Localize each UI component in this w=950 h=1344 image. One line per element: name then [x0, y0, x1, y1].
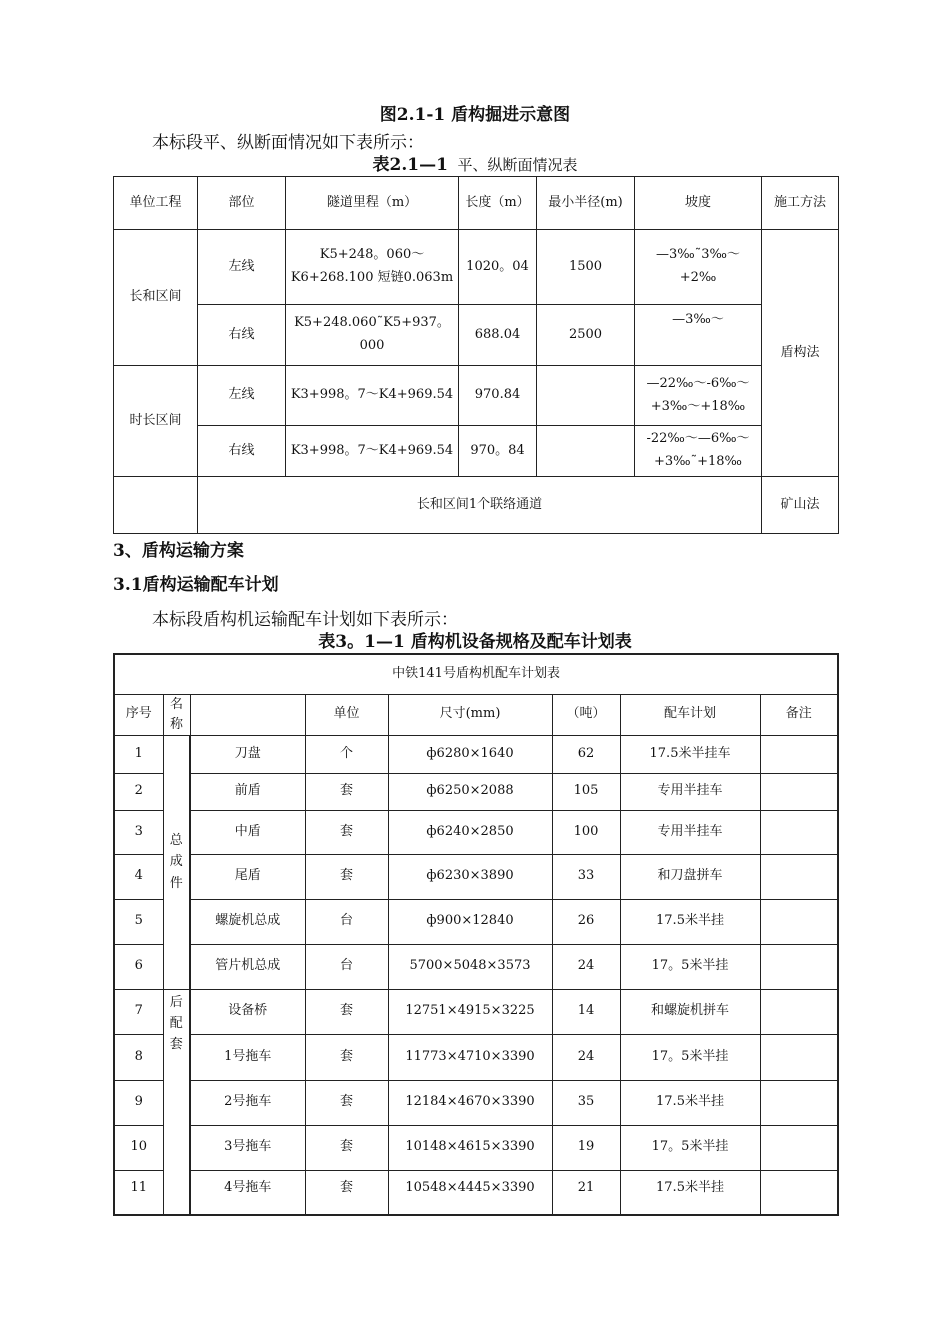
ton-cell: 33 [552, 854, 620, 899]
header-min-radius: 最小半径(m) [537, 177, 635, 230]
table-row [114, 230, 839, 305]
group-cell [163, 735, 190, 989]
note-cell [760, 989, 838, 1034]
unit-cell: 个 [305, 735, 388, 773]
table1-caption-number: 表2.1—1 [372, 155, 448, 175]
unit-cell: 套 [305, 810, 388, 854]
ton-cell: 14 [552, 989, 620, 1034]
table-row [114, 1125, 838, 1170]
section-heading-3: 3、盾构运输方案 [113, 541, 244, 561]
no-cell: 5 [114, 899, 163, 944]
header-method: 施工方法 [762, 177, 839, 230]
note-cell [760, 944, 838, 989]
intro-paragraph-2: 本标段盾构机运输配车计划如下表所示： [152, 610, 458, 630]
item-cell: 管片机总成 [190, 944, 305, 989]
table-title-row [114, 654, 838, 694]
header-length: 长度（m） [459, 177, 537, 230]
method-cell: 盾构法 [762, 230, 839, 477]
plan-cell: 专用半挂车 [620, 810, 760, 854]
slope-cell: —3‰˜3‰～+2‰ [635, 230, 762, 305]
item-cell: 4号拖车 [190, 1170, 305, 1215]
no-cell: 7 [114, 989, 163, 1034]
no-cell: 9 [114, 1080, 163, 1125]
length-cell: 970.84 [459, 366, 537, 426]
size-cell: ф900×12840 [388, 899, 552, 944]
ton-cell: 21 [552, 1170, 620, 1215]
item-cell: 中盾 [190, 810, 305, 854]
no-cell: 6 [114, 944, 163, 989]
ton-cell: 26 [552, 899, 620, 944]
item-cell: 刀盘 [190, 735, 305, 773]
no-cell: 8 [114, 1034, 163, 1080]
unit-cell: 长和区间 [114, 230, 198, 366]
header-note: 备注 [760, 694, 838, 735]
ton-cell: 24 [552, 1034, 620, 1080]
table-row [114, 854, 838, 899]
ton-cell: 62 [552, 735, 620, 773]
plan-cell: 17。5米半挂 [620, 1034, 760, 1080]
table-row [114, 366, 839, 426]
plan-cell: 17.5米半挂车 [620, 735, 760, 773]
table-header-row [114, 177, 839, 230]
plan-cell: 17。5米半挂 [620, 1125, 760, 1170]
item-cell: 2号拖车 [190, 1080, 305, 1125]
unit-cell: 套 [305, 1080, 388, 1125]
slope-cell: —3‰～ [635, 305, 762, 366]
item-cell: 尾盾 [190, 854, 305, 899]
table2-caption: 表3。1—1 盾构机设备规格及配车计划表 [318, 632, 632, 652]
shield-transport-table [113, 653, 839, 1216]
plan-cell: 17。5米半挂 [620, 944, 760, 989]
plan-cell: 17.5米半挂 [620, 899, 760, 944]
unit-cell: 台 [305, 944, 388, 989]
header-name-text: 名称 [169, 696, 183, 732]
plan-cell: 和螺旋机拼车 [620, 989, 760, 1034]
size-cell: ф6230×3890 [388, 854, 552, 899]
size-cell: ф6250×2088 [388, 773, 552, 810]
intro-paragraph-1: 本标段平、纵断面情况如下表所示： [152, 133, 424, 153]
length-cell: 1020。04 [459, 230, 537, 305]
unit-cell: 套 [305, 1125, 388, 1170]
mileage-cell: K5+248。060～K6+268.100 短链0.063m [286, 230, 459, 305]
note-cell [760, 854, 838, 899]
table1-caption [0, 150, 950, 175]
header-name [163, 694, 190, 735]
table-row [114, 944, 838, 989]
plan-cell: 专用半挂车 [620, 773, 760, 810]
mileage-cell: K3+998。7～K4+969.54 [286, 366, 459, 426]
no-cell: 4 [114, 854, 163, 899]
size-cell: 12184×4670×3390 [388, 1080, 552, 1125]
note-cell [760, 735, 838, 773]
header-part: 部位 [198, 177, 286, 230]
method-cell: 矿山法 [762, 477, 839, 534]
size-cell: 5700×5048×3573 [388, 944, 552, 989]
header-ton: （吨） [552, 694, 620, 735]
passage-cell: 长和区间1个联络通道 [198, 477, 762, 534]
radius-cell: 2500 [537, 305, 635, 366]
note-cell [760, 810, 838, 854]
ton-cell: 35 [552, 1080, 620, 1125]
section-heading-3-1: 3.1盾构运输配车计划 [113, 575, 279, 595]
empty-cell [114, 477, 198, 534]
item-cell: 设备桥 [190, 989, 305, 1034]
ton-cell: 105 [552, 773, 620, 810]
table-row [114, 989, 838, 1034]
group-label: 总成件 [169, 832, 183, 891]
table-row [114, 1170, 838, 1215]
table-row [114, 773, 838, 810]
section-profile-table [113, 176, 839, 534]
length-cell: 688.04 [459, 305, 537, 366]
part-cell: 左线 [198, 230, 286, 305]
note-cell [760, 899, 838, 944]
unit-cell: 套 [305, 773, 388, 810]
no-cell: 2 [114, 773, 163, 810]
note-cell [760, 773, 838, 810]
header-unit: 单位工程 [114, 177, 198, 230]
table-row [114, 426, 839, 477]
item-cell: 3号拖车 [190, 1125, 305, 1170]
table-row [114, 735, 838, 773]
radius-cell [537, 366, 635, 426]
radius-cell [537, 426, 635, 477]
no-cell: 3 [114, 810, 163, 854]
no-cell: 10 [114, 1125, 163, 1170]
unit-cell: 套 [305, 1034, 388, 1080]
ton-cell: 19 [552, 1125, 620, 1170]
unit-cell: 时长区间 [114, 366, 198, 477]
mileage-cell: K5+248.060˜K5+937。000 [286, 305, 459, 366]
note-cell [760, 1034, 838, 1080]
note-cell [760, 1080, 838, 1125]
plan-cell: 17.5米半挂 [620, 1170, 760, 1215]
mileage-cell: K3+998。7～K4+969.54 [286, 426, 459, 477]
table-row [114, 899, 838, 944]
item-cell: 前盾 [190, 773, 305, 810]
ton-cell: 24 [552, 944, 620, 989]
unit-cell: 套 [305, 1170, 388, 1215]
size-cell: 10548×4445×3390 [388, 1170, 552, 1215]
item-cell: 螺旋机总成 [190, 899, 305, 944]
table-header-row [114, 694, 838, 735]
table-row [114, 1034, 838, 1080]
table-row [114, 1080, 838, 1125]
header-size: 尺寸(mm) [388, 694, 552, 735]
header-unit: 单位 [305, 694, 388, 735]
unit-cell: 套 [305, 854, 388, 899]
length-cell: 970。84 [459, 426, 537, 477]
header-no: 序号 [114, 694, 163, 735]
table2-title: 中铁141号盾构机配车计划表 [114, 654, 838, 694]
group-cell [163, 989, 190, 1215]
table-row [114, 305, 839, 366]
header-mileage: 隧道里程（m） [286, 177, 459, 230]
figure-caption: 图2.1-1 盾构掘进示意图 [379, 105, 571, 125]
note-cell [760, 1125, 838, 1170]
table-row [114, 810, 838, 854]
slope-cell: -22‰～—6‰～+3‰˜+18‰ [635, 426, 762, 477]
header-blank [190, 694, 305, 735]
size-cell: 12751×4915×3225 [388, 989, 552, 1034]
unit-cell: 台 [305, 899, 388, 944]
part-cell: 左线 [198, 366, 286, 426]
note-cell [760, 1170, 838, 1215]
slope-cell: —22‰～-6‰～+3‰～+18‰ [635, 366, 762, 426]
part-cell: 右线 [198, 426, 286, 477]
table1-caption-text: 平、纵断面情况表 [447, 156, 578, 174]
part-cell: 右线 [198, 305, 286, 366]
radius-cell: 1500 [537, 230, 635, 305]
size-cell: ф6240×2850 [388, 810, 552, 854]
item-cell: 1号拖车 [190, 1034, 305, 1080]
size-cell: 10148×4615×3390 [388, 1125, 552, 1170]
header-plan: 配车计划 [620, 694, 760, 735]
group-label: 后配套 [169, 994, 183, 1053]
plan-cell: 17.5米半挂 [620, 1080, 760, 1125]
size-cell: 11773×4710×3390 [388, 1034, 552, 1080]
size-cell: ф6280×1640 [388, 735, 552, 773]
no-cell: 11 [114, 1170, 163, 1215]
unit-cell: 套 [305, 989, 388, 1034]
no-cell: 1 [114, 735, 163, 773]
header-slope: 坡度 [635, 177, 762, 230]
table-row [114, 477, 839, 534]
plan-cell: 和刀盘拼车 [620, 854, 760, 899]
ton-cell: 100 [552, 810, 620, 854]
